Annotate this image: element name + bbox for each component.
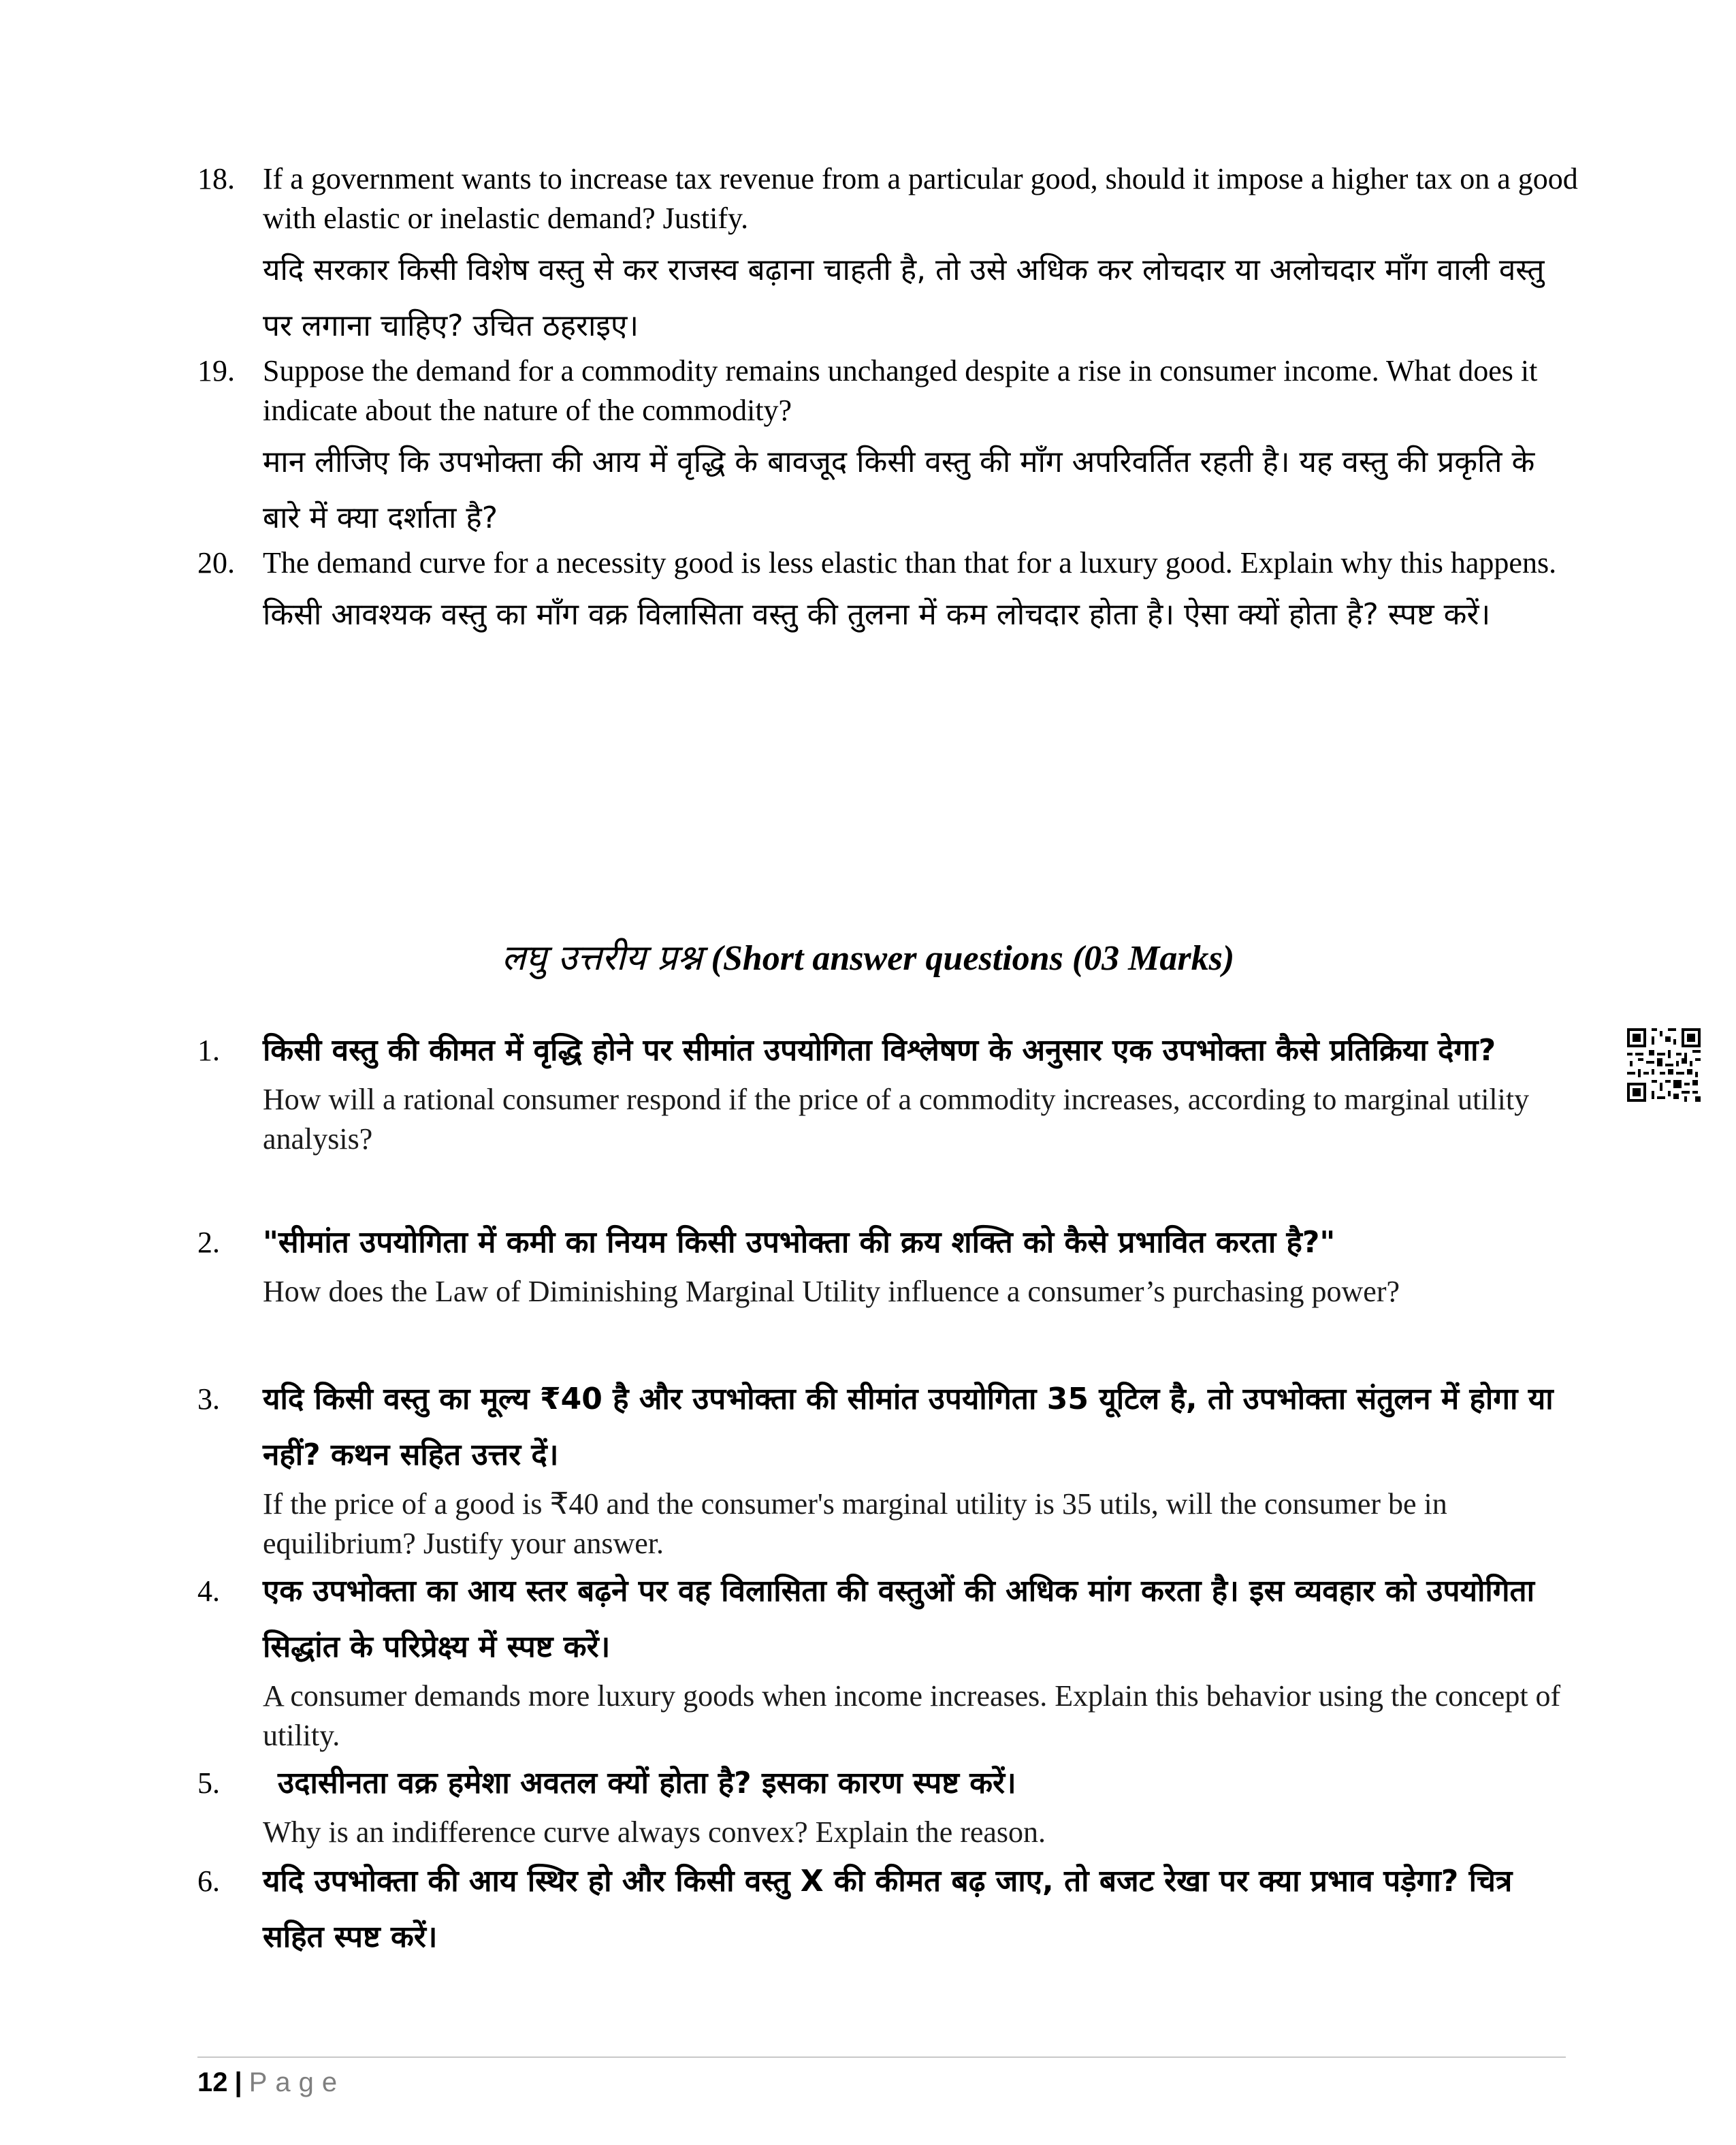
short-question-1 [197, 1023, 1579, 1159]
question-19 [197, 351, 1579, 546]
short-question-3 [197, 1371, 1579, 1563]
section-heading [0, 934, 1736, 983]
question-hindi: मान लीजिए कि उपभोक्ता की आय में वृद्धि के बावजूद किसी वस्तु की माँग अपरिवर्तित रहती है। यह वस्तु की प्रकृति के बारे में क्या दर्शाता है? [263, 445, 1535, 535]
question-hindi: "सीमांत उपयोगिता में कमी का नियम किसी उपभोक्ता की क्रय शक्ति को कैसे प्रभावित करता है?" [263, 1225, 1336, 1260]
question-hindi: उदासीनता वक्र हमेशा अवतल क्यों होता है? इसका कारण स्पष्ट करें। [278, 1766, 1016, 1800]
footer-divider [197, 2056, 1566, 2058]
question-hindi: एक उपभोक्ता का आय स्तर बढ़ने पर वह विलासिता की वस्तुओं की अधिक मांग करता है। इस व्यवहार को उपयोगिता सिद्धांत के परिप्रेक्ष्य में स्पष्ट करें। [263, 1574, 1535, 1664]
section-heading-english: (Short answer questions (03 Marks) [711, 939, 1235, 978]
qr-code-icon [1624, 1026, 1703, 1105]
section-heading-hindi: लघु उत्तरीय प्रश्न [501, 938, 703, 979]
question-number: 18. [197, 162, 235, 195]
question-number: 6. [197, 1864, 220, 1898]
short-question-2 [197, 1215, 1579, 1312]
question-number: 4. [197, 1574, 220, 1608]
question-english: Why is an indifference curve always convex? Explain the reason. [263, 1815, 1046, 1849]
question-english: A consumer demands more luxury goods when income increases. Explain this behavior using the concept of utility. [263, 1679, 1561, 1752]
question-number: 19. [197, 354, 235, 387]
question-hindi: यदि उपभोक्ता की आय स्थिर हो और किसी वस्तु X की कीमत बढ़ जाए, तो बजट रेखा पर क्या प्रभाव पड़ेगा? चित्र सहित स्पष्ट करें। [263, 1864, 1513, 1954]
page-label: Page [248, 2067, 346, 2097]
question-english: If the price of a good is ₹40 and the consumer's marginal utility is 35 utils, will the consumer be in equilibrium? Justify your answer. [263, 1487, 1447, 1560]
question-english: How does the Law of Diminishing Marginal Utility influence a consumer’s purchasing power? [263, 1275, 1400, 1308]
question-number: 2. [197, 1226, 220, 1259]
question-hindi: यदि किसी वस्तु का मूल्य ₹40 है और उपभोक्ता की सीमांत उपयोगिता 35 यूटिल है, तो उपभोक्ता संतुलन में होगा या नहीं? कथन सहित उत्तर दें। [263, 1382, 1554, 1472]
footer-separator: | [234, 2067, 242, 2097]
question-english: How will a rational consumer respond if the price of a commodity increases, according to marginal utility analysis? [263, 1083, 1530, 1156]
question-hindi: किसी आवश्यक वस्तु का माँग वक्र विलासिता वस्तु की तुलना में कम लोचदार होता है। ऐसा क्यों होता है? स्पष्ट करें। [263, 597, 1491, 632]
question-hindi: किसी वस्तु की कीमत में वृद्धि होने पर सीमांत उपयोगिता विश्लेषण के अनुसार एक उपभोक्ता कैसे प्रतिक्रिया देगा? [263, 1033, 1496, 1068]
question-english: If a government wants to increase tax revenue from a particular good, should it impose a higher tax on a good with elastic or inelastic demand? Justify. [263, 162, 1578, 235]
question-english: The demand curve for a necessity good is less elastic than that for a luxury good. Explain why this happens. [263, 546, 1557, 579]
question-number: 3. [197, 1382, 220, 1416]
page-number: 12 [197, 2067, 228, 2097]
question-number: 20. [197, 546, 235, 579]
page-footer [197, 2063, 345, 2101]
question-20 [197, 543, 1579, 643]
question-number: 5. [197, 1766, 220, 1800]
short-question-4 [197, 1563, 1579, 1755]
question-number: 1. [197, 1034, 220, 1067]
question-hindi: यदि सरकार किसी विशेष वस्तु से कर राजस्व बढ़ाना चाहती है, तो उसे अधिक कर लोचदार या अलोचदार माँग वाली वस्तु पर लगाना चाहिए? उचित ठहराइए। [263, 253, 1545, 343]
question-english: Suppose the demand for a commodity remains unchanged despite a rise in consumer income. What does it indicate about the nature of the commodity? [263, 354, 1538, 427]
short-question-5 [197, 1755, 1579, 1852]
short-question-6 [197, 1854, 1579, 1965]
question-18 [197, 159, 1579, 354]
